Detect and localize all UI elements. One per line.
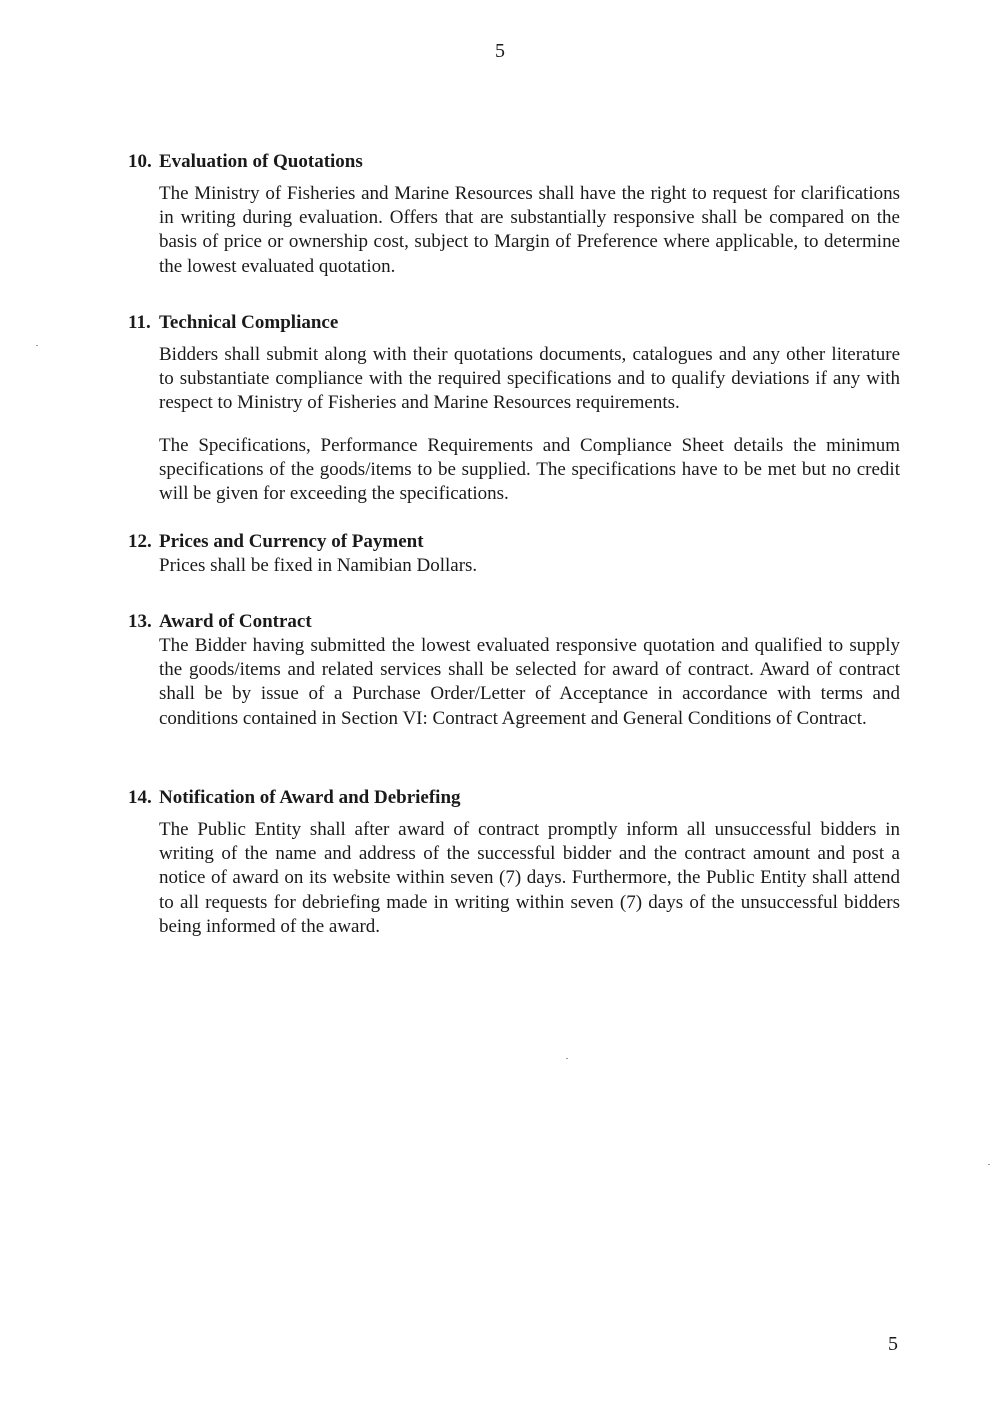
section-paragraph: The Bidder having submitted the lowest evaluated responsive quotation and qualified to supply the goods/items and related services shall be selected for award of contract. Award of contract shall be by issue of a Purchase Order/Letter of Acceptance in accordance with terms and conditions contained in Section VI: Contract Agreement and General Conditions of Contract. [159,635,900,729]
section-paragraph: The Public Entity shall after award of contract promptly inform all unsuccessful bidders in writing of the name and address of the successful bidder and the contract amount and post a notice of award on its website within seven (7) days. Furthermore, the Public Entity shall attend to all requests for debriefing made in writing within seven (7) days of the unsuccessful bidders being informed of the award. [159,819,900,937]
section-title: Evaluation of Quotations [159,151,363,172]
section-heading [128,150,900,174]
section-title: Award of Contract [159,611,312,632]
section-number: 10. [128,151,152,172]
section-heading [128,786,900,810]
section-heading [128,610,900,634]
section-number: 14. [128,787,152,808]
scan-speck [988,1164,990,1165]
section-heading [128,311,900,335]
section-technical-compliance [128,311,900,506]
section-number: 13. [128,611,152,632]
section-evaluation-of-quotations [128,150,900,279]
section-number: 12. [128,531,152,552]
section-title: Prices and Currency of Payment [159,531,424,552]
section-notification-of-award [128,786,900,939]
scan-speck [36,345,38,346]
section-prices-and-currency [128,530,900,578]
section-heading [128,530,900,554]
section-award-of-contract [128,610,900,731]
section-paragraph: The Ministry of Fisheries and Marine Resources shall have the right to request for clarifications in writing during evaluation. Offers that are substantially responsive shall be compared on the basis of price or ownership cost, subject to Margin of Preference where applicable, to determine the lowest evaluated quotation. [159,183,900,277]
page-number-bottom: 5 [888,1333,898,1355]
section-paragraph: Prices shall be fixed in Namibian Dollars. [159,555,478,576]
section-title: Technical Compliance [159,312,339,333]
section-paragraph: The Specifications, Performance Requirements and Compliance Sheet details the minimum specifications of the goods/items to be supplied. The specifications have to be met but no credit will be given for exceeding the specifications. [159,434,900,505]
section-number: 11. [128,312,151,333]
scan-speck [566,1058,568,1059]
section-paragraph: Bidders shall submit along with their quotations documents, catalogues and any other literature to substantiate compliance with the required specifications and to qualify deviations if any with respect to Ministry of Fisheries and Marine Resources requirements. [159,344,900,414]
page-number-top: 5 [495,40,505,62]
section-title: Notification of Award and Debriefing [159,787,461,808]
